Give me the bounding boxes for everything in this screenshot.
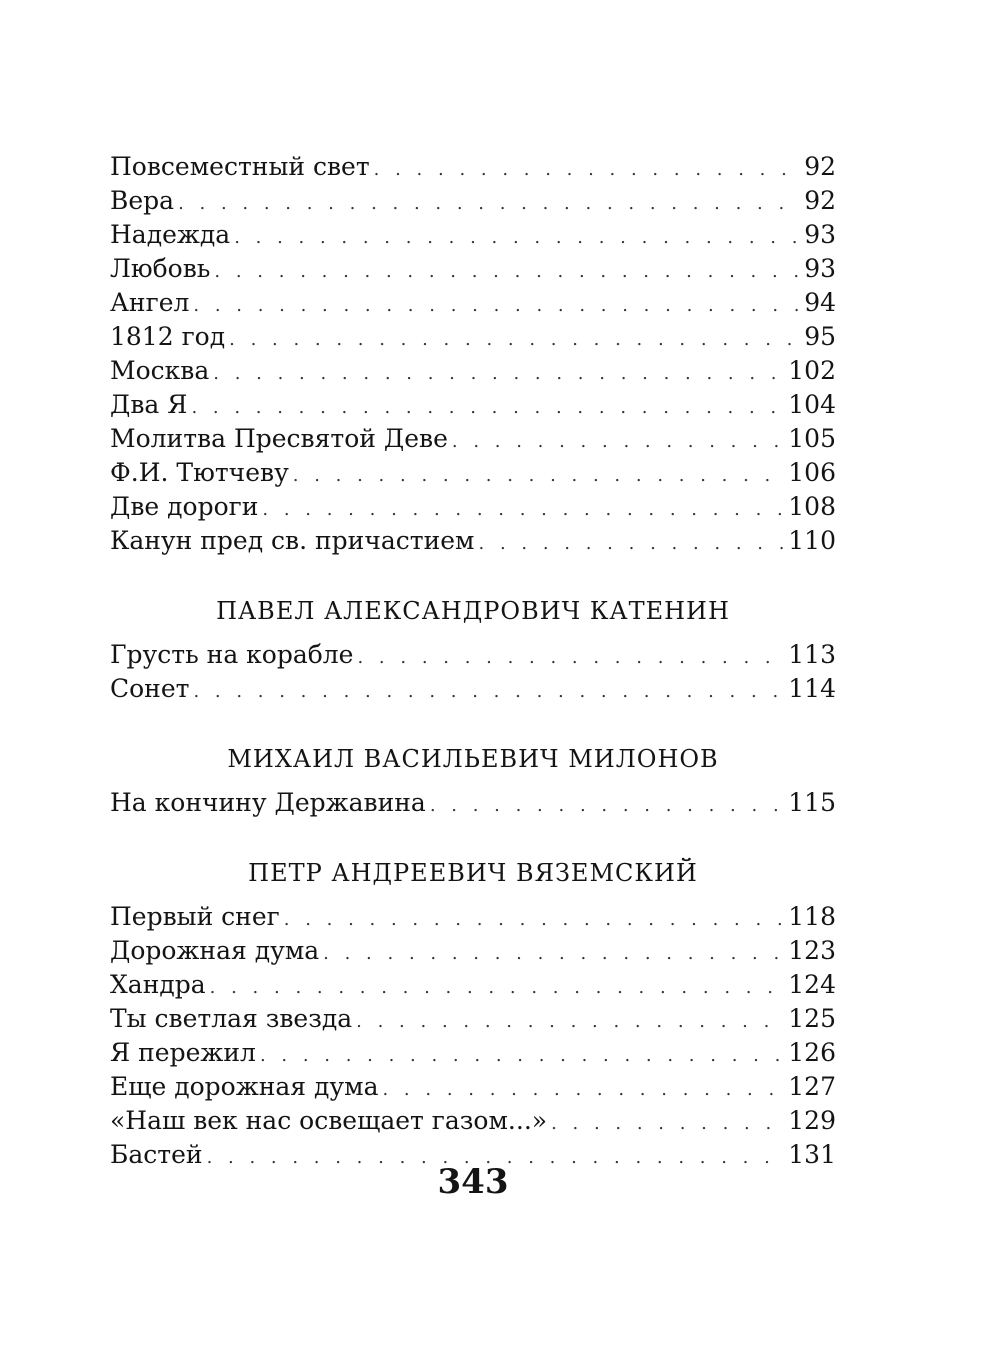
toc-entry	[110, 1104, 836, 1138]
dot-leader	[430, 789, 784, 820]
toc-entry-title: Молитва Пресвятой Деве	[110, 424, 448, 453]
dot-leader	[193, 289, 800, 320]
toc-entry-page: 94	[804, 288, 836, 317]
toc-entry-title: Я пережил	[110, 1038, 256, 1067]
toc-entry	[110, 786, 836, 820]
toc-entry-title: Две дороги	[110, 492, 259, 521]
toc-entry-title: Еще дорожная дума	[110, 1072, 379, 1101]
toc-entry-page: 108	[788, 492, 836, 521]
dot-leader	[293, 459, 785, 490]
toc-entry-page: 127	[788, 1072, 836, 1101]
toc-entry	[110, 184, 836, 218]
toc-entry	[110, 638, 836, 672]
dot-leader	[323, 937, 784, 968]
toc-entry-page: 92	[804, 152, 836, 181]
toc-entry-page: 131	[788, 1140, 836, 1169]
toc-entry-page: 105	[788, 424, 836, 453]
toc-entry-title: На кончину Державина	[110, 788, 426, 817]
toc-entry-page: 115	[788, 788, 836, 817]
toc-entry-title: Хандра	[110, 970, 206, 999]
toc-entry	[110, 456, 836, 490]
toc-entry-page: 129	[788, 1106, 836, 1135]
dot-leader	[191, 391, 784, 422]
toc-entry	[110, 252, 836, 286]
toc-entry	[110, 1070, 836, 1104]
toc-section-milonov	[110, 742, 836, 820]
toc-entry	[110, 490, 836, 524]
toc-entry-title: Москва	[110, 356, 210, 385]
toc-entry-page: 118	[788, 902, 836, 931]
toc-entry-title: Сонет	[110, 674, 190, 703]
dot-leader	[262, 493, 784, 524]
toc-entry	[110, 968, 836, 1002]
toc-entry-title: Дорожная дума	[110, 936, 320, 965]
toc-entry-title: Ф.И. Тютчеву	[110, 458, 289, 487]
toc-entry	[110, 354, 836, 388]
toc-entry-page: 106	[788, 458, 836, 487]
toc-entry	[110, 286, 836, 320]
table-of-contents	[110, 150, 836, 1172]
dot-leader	[260, 1039, 784, 1070]
toc-entry-page: 102	[788, 356, 836, 385]
toc-entry	[110, 934, 836, 968]
toc-entry-title: Повсеместный свет	[110, 152, 370, 181]
toc-entry	[110, 524, 836, 558]
toc-entry-title: Любовь	[110, 254, 211, 283]
toc-entry-page: 93	[804, 254, 836, 283]
dot-leader	[356, 1005, 784, 1036]
dot-leader	[234, 221, 800, 252]
dot-leader	[479, 527, 785, 558]
toc-entry-title: Ты светлая звезда	[110, 1004, 353, 1033]
page-number: 343	[437, 1162, 509, 1202]
toc-entry	[110, 218, 836, 252]
toc-entry	[110, 672, 836, 706]
toc-entry	[110, 150, 836, 184]
toc-entry-page: 114	[788, 674, 836, 703]
toc-entry	[110, 1002, 836, 1036]
toc-entry-page: 110	[788, 526, 836, 555]
toc-entry-page: 125	[788, 1004, 836, 1033]
dot-leader	[357, 641, 784, 672]
toc-entry-page: 93	[804, 220, 836, 249]
toc-entry-title: Вера	[110, 186, 175, 215]
toc-entry	[110, 422, 836, 456]
dot-leader	[213, 357, 784, 388]
toc-entry-title: Первый снег	[110, 902, 280, 931]
toc-section-katenin	[110, 594, 836, 706]
toc-entry	[110, 388, 836, 422]
toc-section-continued	[110, 150, 836, 558]
author-heading: МИХАИЛ ВАСИЛЬЕВИЧ МИЛОНОВ	[227, 745, 719, 773]
dot-leader	[382, 1073, 784, 1104]
toc-entry-page: 126	[788, 1038, 836, 1067]
toc-entry-page: 95	[804, 322, 836, 351]
toc-entry-title: Грусть на корабле	[110, 640, 354, 669]
dot-leader	[374, 153, 801, 184]
toc-entry-title: 1812 год	[110, 322, 226, 351]
dot-leader	[193, 675, 784, 706]
toc-entry	[110, 320, 836, 354]
dot-leader	[178, 187, 800, 218]
toc-entry-page: 123	[788, 936, 836, 965]
toc-entry-title: Надежда	[110, 220, 231, 249]
toc-entry-title: Два Я	[110, 390, 188, 419]
toc-entry-title: Ангел	[110, 288, 190, 317]
dot-leader	[551, 1107, 784, 1138]
toc-section-vyazemsky	[110, 856, 836, 1172]
dot-leader	[284, 903, 785, 934]
dot-leader	[210, 971, 785, 1002]
toc-entry-page: 104	[788, 390, 836, 419]
author-heading: ПАВЕЛ АЛЕКСАНДРОВИЧ КАТЕНИН	[216, 597, 730, 625]
dot-leader	[229, 323, 800, 354]
toc-entry-page: 113	[788, 640, 836, 669]
toc-entry-page: 124	[788, 970, 836, 999]
dot-leader	[214, 255, 800, 286]
toc-entry-title: «Наш век нас освещает газом...»	[110, 1106, 548, 1135]
author-heading: ПЕТР АНДРЕЕВИЧ ВЯЗЕМСКИЙ	[248, 859, 698, 887]
toc-entry-title: Канун пред св. причастием	[110, 526, 475, 555]
toc-entry-page: 92	[804, 186, 836, 215]
toc-entry-title: Бастей	[110, 1140, 203, 1169]
toc-entry	[110, 1036, 836, 1070]
toc-entry	[110, 900, 836, 934]
dot-leader	[452, 425, 784, 456]
